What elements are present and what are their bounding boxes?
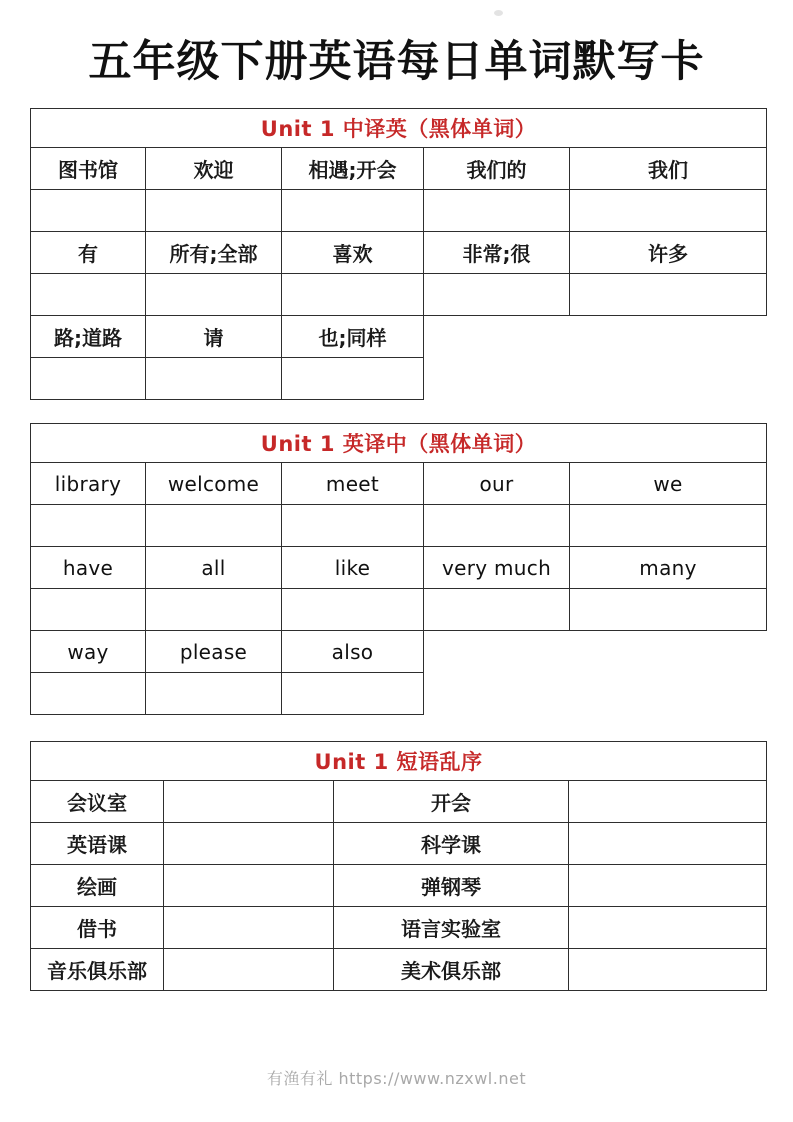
answer-blank-cell	[146, 358, 282, 400]
answer-blank-cell	[282, 358, 424, 400]
word-cell: 也;同样	[282, 316, 424, 358]
answer-blank-cell	[146, 190, 282, 232]
answer-blank-cell	[31, 589, 146, 631]
answer-blank-cell	[164, 907, 334, 949]
phrase-cell: 借书	[31, 907, 164, 949]
phrase-cell: 美术俱乐部	[334, 949, 569, 991]
answer-blank-cell	[282, 673, 424, 715]
phrase-cell: 绘画	[31, 865, 164, 907]
word-cell: way	[31, 631, 146, 673]
word-cell: 相遇;开会	[282, 148, 424, 190]
answer-blank-cell	[569, 865, 767, 907]
word-cell: welcome	[146, 463, 282, 505]
answer-blank-cell	[570, 589, 767, 631]
scan-artifact	[494, 10, 503, 16]
answer-blank-cell	[570, 505, 767, 547]
answer-blank-cell	[282, 589, 424, 631]
phrase-cell: 科学课	[334, 823, 569, 865]
answer-blank-cell	[424, 505, 570, 547]
answer-blank-cell	[31, 505, 146, 547]
word-cell: 图书馆	[31, 148, 146, 190]
answer-blank-cell	[164, 781, 334, 823]
word-cell: 许多	[570, 232, 767, 274]
answer-blank-cell	[569, 781, 767, 823]
word-cell: all	[146, 547, 282, 589]
answer-blank-cell	[424, 274, 570, 316]
phrase-cell: 音乐俱乐部	[31, 949, 164, 991]
table-unit1-en-to-zh	[30, 423, 767, 715]
answer-blank-cell	[31, 673, 146, 715]
word-cell: 喜欢	[282, 232, 424, 274]
word-cell: please	[146, 631, 282, 673]
word-cell: 我们	[570, 148, 767, 190]
word-cell: 我们的	[424, 148, 570, 190]
answer-blank-cell	[31, 190, 146, 232]
word-cell: 请	[146, 316, 282, 358]
phrase-cell: 英语课	[31, 823, 164, 865]
answer-blank-cell	[146, 589, 282, 631]
answer-blank-cell	[282, 274, 424, 316]
answer-blank-cell	[424, 589, 570, 631]
answer-blank-cell	[569, 823, 767, 865]
answer-blank-cell	[164, 865, 334, 907]
answer-blank-cell	[164, 823, 334, 865]
section-header-en-to-zh: Unit 1 英译中（黑体单词）	[31, 424, 767, 463]
section-header-phrases: Unit 1 短语乱序	[31, 742, 767, 781]
answer-blank-cell	[424, 190, 570, 232]
answer-blank-cell	[282, 505, 424, 547]
word-cell: our	[424, 463, 570, 505]
phrase-cell: 弹钢琴	[334, 865, 569, 907]
phrase-cell: 语言实验室	[334, 907, 569, 949]
answer-blank-cell	[31, 274, 146, 316]
answer-blank-cell	[146, 673, 282, 715]
word-cell: many	[570, 547, 767, 589]
answer-blank-cell	[569, 949, 767, 991]
word-cell: very much	[424, 547, 570, 589]
answer-blank-cell	[569, 907, 767, 949]
table-unit1-zh-to-en	[30, 108, 767, 400]
section-header-zh-to-en: Unit 1 中译英（黑体单词）	[31, 109, 767, 148]
phrase-cell: 会议室	[31, 781, 164, 823]
answer-blank-cell	[146, 274, 282, 316]
answer-blank-cell	[164, 949, 334, 991]
word-cell: like	[282, 547, 424, 589]
word-cell: 路;道路	[31, 316, 146, 358]
word-cell: 所有;全部	[146, 232, 282, 274]
phrase-cell: 开会	[334, 781, 569, 823]
watermark-footer: 有渔有礼 https://www.nzxwl.net	[266, 1069, 527, 1088]
page-title: 五年级下册英语每日单词默写卡	[88, 37, 705, 87]
answer-blank-cell	[282, 190, 424, 232]
answer-blank-cell	[31, 358, 146, 400]
word-cell: we	[570, 463, 767, 505]
word-cell: library	[31, 463, 146, 505]
word-cell: 非常;很	[424, 232, 570, 274]
answer-blank-cell	[570, 274, 767, 316]
table-unit1-phrases	[30, 741, 767, 991]
word-cell: 欢迎	[146, 148, 282, 190]
answer-blank-cell	[146, 505, 282, 547]
word-cell: 有	[31, 232, 146, 274]
word-cell: meet	[282, 463, 424, 505]
word-cell: also	[282, 631, 424, 673]
answer-blank-cell	[570, 190, 767, 232]
word-cell: have	[31, 547, 146, 589]
